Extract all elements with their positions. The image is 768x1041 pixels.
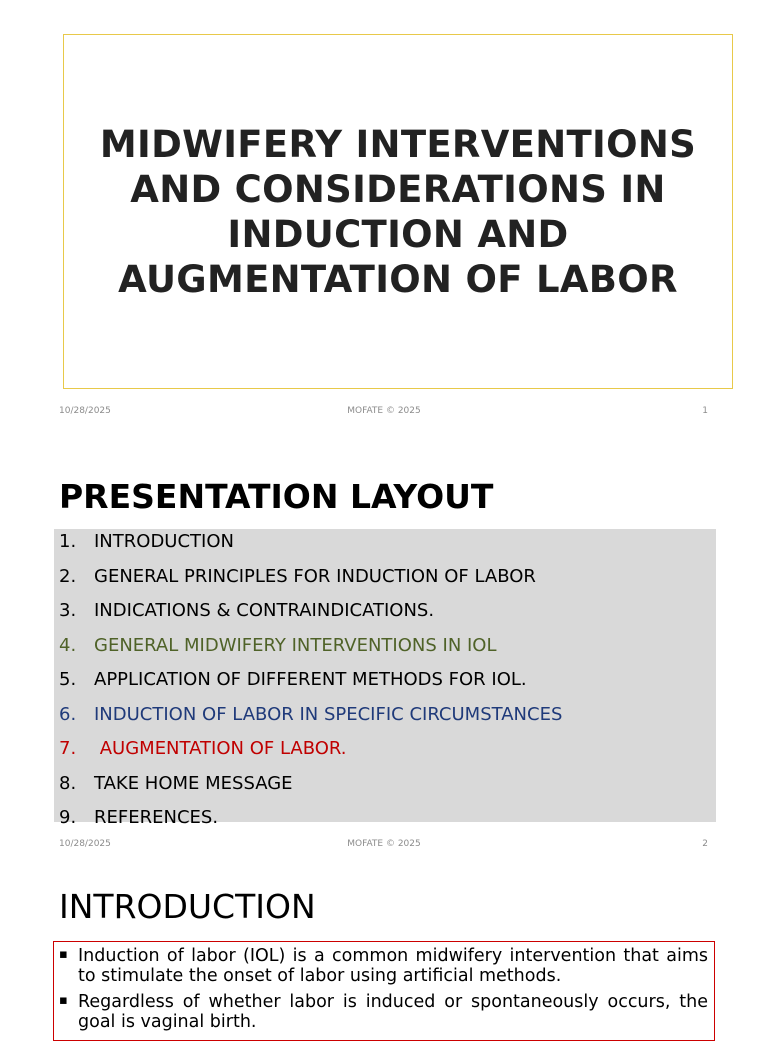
layout-item-number: 9. bbox=[59, 807, 77, 828]
introduction-bullet bbox=[54, 992, 714, 1032]
layout-item-number: 8. bbox=[59, 772, 77, 794]
layout-item-text: APPLICATION OF DIFFERENT METHODS FOR IOL. bbox=[94, 669, 527, 690]
square-bullet-icon: ▪ bbox=[59, 947, 68, 962]
layout-heading: PRESENTATION LAYOUT bbox=[59, 477, 494, 516]
slide-footer bbox=[0, 406, 768, 420]
layout-item-text: TAKE HOME MESSAGE bbox=[94, 772, 293, 794]
layout-item-number: 2. bbox=[59, 565, 77, 587]
layout-item-text: INDUCTION OF LABOR IN SPECIFIC CIRCUMSTANCES bbox=[94, 703, 563, 725]
slide-2 bbox=[0, 425, 768, 860]
slide-3 bbox=[0, 860, 768, 1032]
footer-page-number: 1 bbox=[702, 406, 708, 416]
presentation-title: MIDWIFERY INTERVENTIONS AND CONSIDERATIONS IN INDUCTION AND AUGMENTATION OF LABOR bbox=[99, 122, 697, 301]
layout-item-number: 7. bbox=[59, 738, 77, 759]
square-bullet-icon: ▪ bbox=[59, 993, 68, 1008]
layout-list-box bbox=[54, 529, 716, 828]
slide-1 bbox=[0, 0, 768, 425]
slide-footer bbox=[0, 839, 768, 853]
introduction-box bbox=[53, 941, 715, 1041]
footer-date: 10/28/2025 bbox=[59, 406, 111, 416]
title-box bbox=[63, 34, 733, 389]
layout-item-text: GENERAL PRINCIPLES FOR INDUCTION OF LABOR bbox=[94, 565, 536, 587]
layout-item-number: 1. bbox=[59, 531, 77, 552]
layout-item-number: 6. bbox=[59, 703, 77, 725]
introduction-heading: INTRODUCTION bbox=[59, 887, 316, 926]
layout-item-number: 3. bbox=[59, 600, 77, 621]
footer-page-number: 2 bbox=[702, 839, 708, 849]
layout-item-text: INTRODUCTION bbox=[94, 531, 234, 552]
footer-copyright: MOFATE © 2025 bbox=[347, 839, 421, 849]
footer-date: 10/28/2025 bbox=[59, 839, 111, 849]
introduction-bullet-text: Induction of labor (IOL) is a common midwifery intervention that aims to stimulate the onset of labor using artificial methods. bbox=[78, 946, 708, 986]
layout-item-number: 4. bbox=[59, 634, 77, 656]
layout-item-text: INDICATIONS & CONTRAINDICATIONS. bbox=[94, 600, 435, 621]
introduction-bullet-text: Regardless of whether labor is induced or spontaneously occurs, the goal is vaginal birth. bbox=[78, 992, 708, 1032]
footer-copyright: MOFATE © 2025 bbox=[347, 406, 421, 416]
layout-item-number: 5. bbox=[59, 669, 77, 690]
layout-item-text: GENERAL MIDWIFERY INTERVENTIONS IN IOL bbox=[94, 634, 497, 656]
introduction-bullets bbox=[54, 946, 714, 1032]
introduction-bullet bbox=[54, 946, 714, 986]
layout-item-text: REFERENCES. bbox=[94, 807, 219, 828]
layout-item-text: AUGMENTATION OF LABOR. bbox=[94, 738, 347, 759]
